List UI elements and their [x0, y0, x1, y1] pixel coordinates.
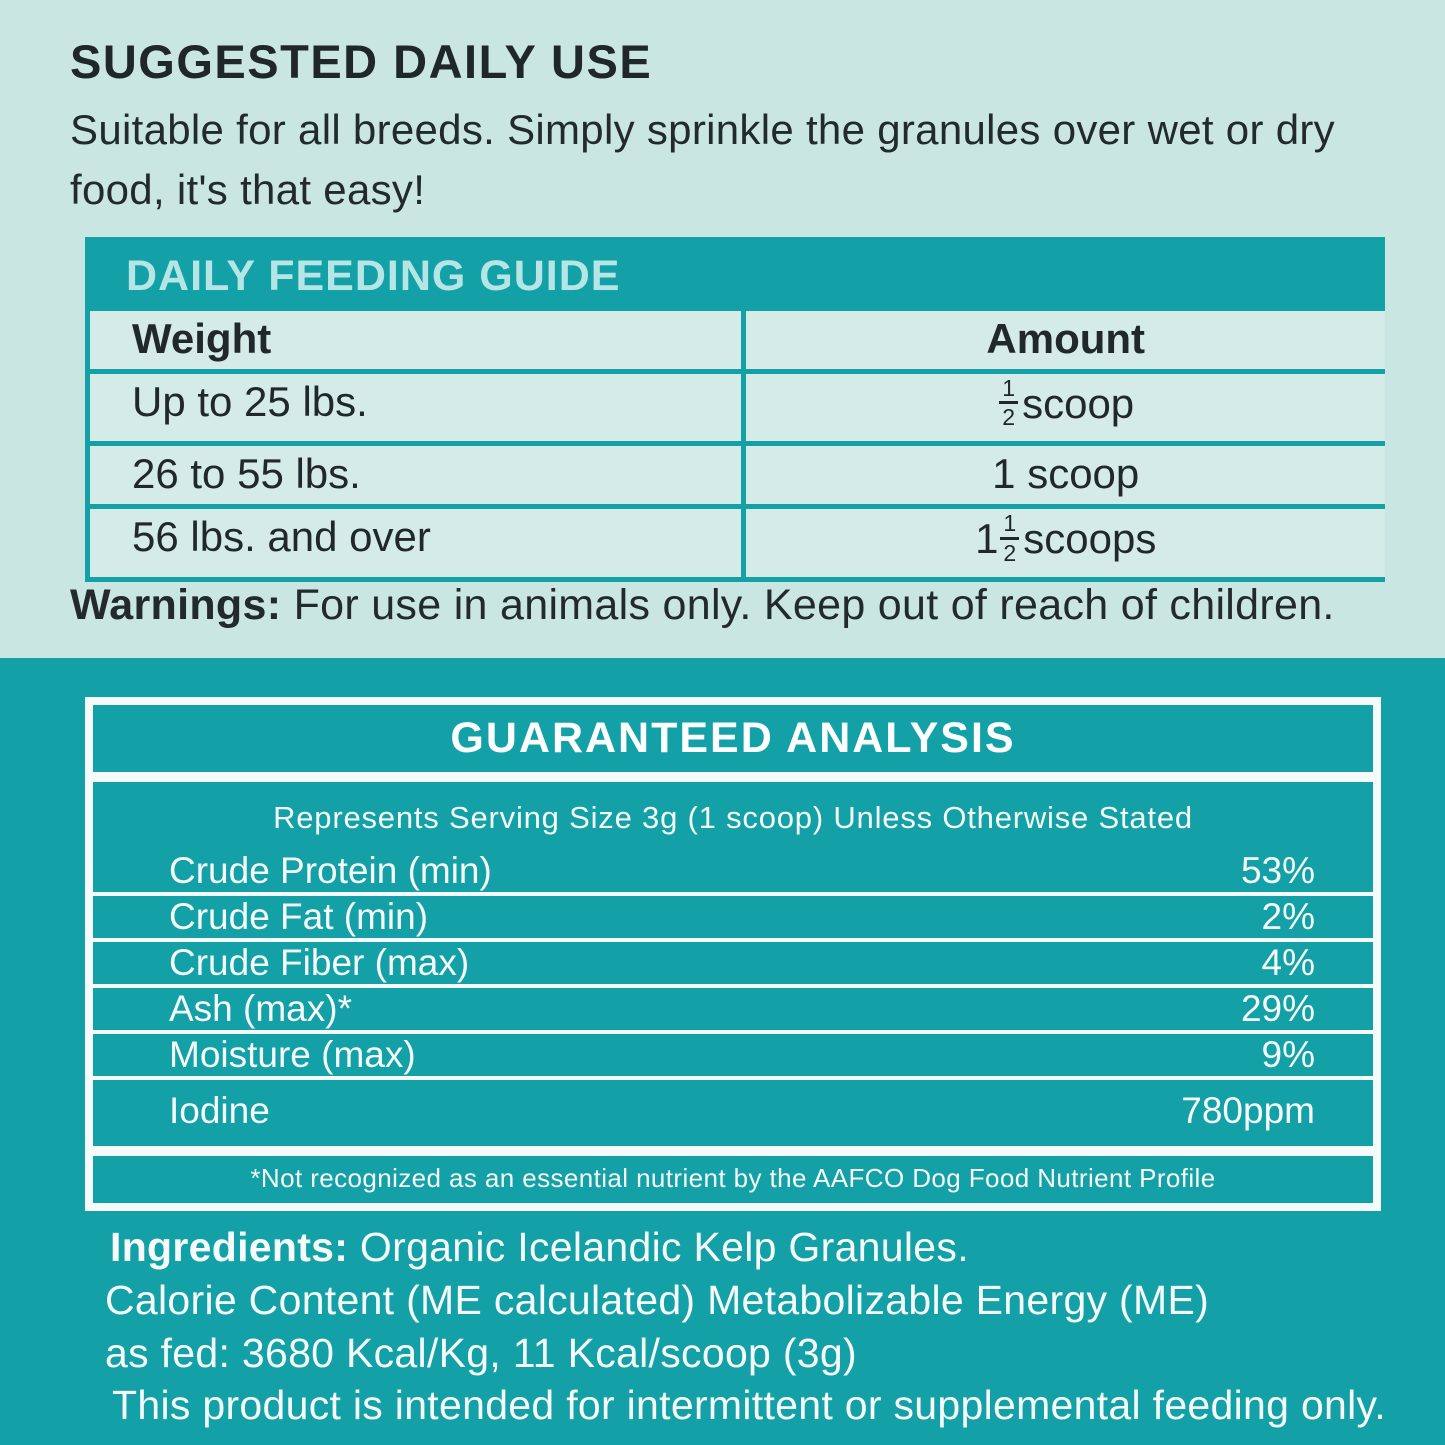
calorie-content-line2: as fed: 3680 Kcal/Kg, 11 Kcal/scoop (3g) [105, 1330, 857, 1376]
analysis-label: Crude Protein (min) [169, 850, 492, 891]
feeding-row-amount [746, 509, 1385, 576]
amount-fraction: $\frac{1}{2}$ [1000, 511, 1019, 564]
ingredients-label: Ingredients: [110, 1224, 349, 1270]
suggested-daily-use-title: SUGGESTED DAILY USE [70, 35, 653, 88]
column-header-amount: Amount [746, 311, 1385, 369]
feeding-row-weight: 56 lbs. and over [90, 509, 741, 576]
amount-fraction: $\frac{1}{2}$ [999, 376, 1018, 429]
analysis-value: 9% [1261, 1034, 1315, 1075]
guaranteed-analysis-title: GUARANTEED ANALYSIS [93, 705, 1373, 782]
serving-size-note: Represents Serving Size 3g (1 scoop) Unless Otherwise Stated [273, 800, 1193, 835]
analysis-label: Crude Fat (min) [169, 896, 429, 937]
feeding-row-amount [746, 446, 1385, 504]
analysis-row [93, 942, 1373, 988]
analysis-value: 780ppm [1181, 1090, 1315, 1131]
warnings-text: Warnings: For use in animals only. Keep out of reach of children. [70, 581, 1335, 629]
guaranteed-analysis-panel [85, 697, 1381, 1211]
amount-unit: scoop [1027, 450, 1140, 498]
calorie-content-text [105, 1274, 1209, 1380]
analysis-label: Iodine [169, 1090, 270, 1131]
feeding-row-weight: Up to 25 lbs. [90, 374, 741, 441]
amount-unit: scoops [1023, 515, 1157, 563]
amount-whole: 1 [975, 515, 999, 563]
suggested-use-section [0, 0, 1445, 658]
suggested-use-description: Suitable for all breeds. Simply sprinkle the granules over wet or dry food, it's that easy! [70, 106, 1335, 213]
feeding-guide-grid [90, 311, 1380, 577]
amount-whole: 1 [992, 450, 1016, 498]
analysis-row [93, 850, 1373, 896]
analysis-row [93, 988, 1373, 1034]
analysis-row [93, 896, 1373, 942]
daily-feeding-guide-table [85, 237, 1385, 582]
feeding-row-weight: 26 to 55 lbs. [90, 446, 741, 504]
ingredients-text: Ingredients: Organic Icelandic Kelp Granules. [110, 1224, 969, 1270]
analysis-label: Ash (max)* [169, 988, 352, 1029]
column-header-weight: Weight [90, 311, 741, 369]
feeding-row-amount [746, 374, 1385, 441]
warnings-label: Warnings: [70, 581, 282, 629]
analysis-label: Crude Fiber (max) [169, 942, 470, 983]
analysis-value: 2% [1261, 896, 1315, 937]
calorie-content-line1: Calorie Content (ME calculated) Metabolizable Energy (ME) [105, 1277, 1210, 1323]
feeding-guide-title: DAILY FEEDING GUIDE [90, 242, 1380, 311]
analysis-value: 29% [1240, 988, 1315, 1029]
guaranteed-analysis-section [0, 658, 1445, 1445]
analysis-value: 53% [1240, 850, 1315, 891]
amount-unit: scoop [1022, 379, 1135, 427]
analysis-rows [93, 850, 1373, 1146]
analysis-row [93, 1034, 1373, 1080]
analysis-value: 4% [1261, 942, 1315, 983]
aafco-footnote: *Not recognized as an essential nutrient by the AAFCO Dog Food Nutrient Profile [93, 1146, 1373, 1203]
analysis-row [93, 1080, 1373, 1146]
analysis-label: Moisture (max) [169, 1034, 416, 1075]
supplemental-feeding-note: This product is intended for intermittent or supplemental feeding only. [112, 1382, 1387, 1428]
